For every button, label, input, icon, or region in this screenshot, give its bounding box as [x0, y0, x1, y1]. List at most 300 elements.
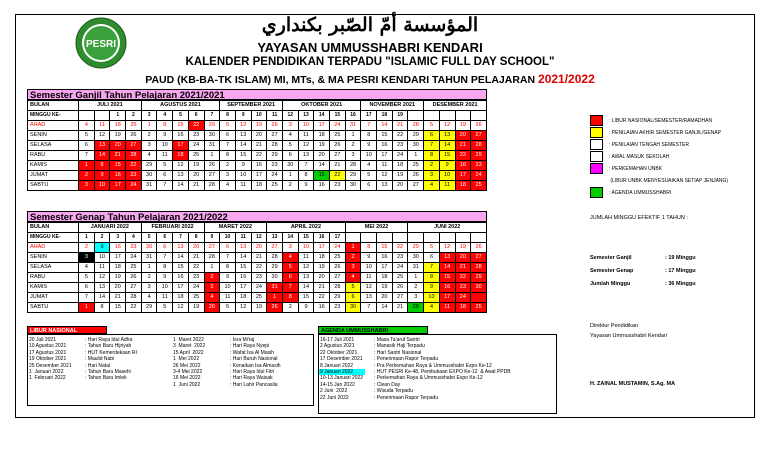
- day-cell: 7: [282, 283, 298, 293]
- day-cell: 20: [455, 253, 471, 263]
- week-number: [455, 233, 471, 243]
- day-cell: 7: [361, 303, 377, 313]
- day-cell: 22: [126, 161, 142, 171]
- day-cell: 15: [173, 263, 189, 273]
- day-cell: 3: [220, 171, 236, 181]
- day-label: AHAD: [28, 243, 79, 253]
- day-cell: 30: [267, 273, 283, 283]
- day-cell: 11: [361, 273, 377, 283]
- month-header: JULI 2021: [79, 101, 142, 111]
- day-cell: 26: [471, 243, 487, 253]
- day-cell: 26: [408, 171, 424, 181]
- day-cell: 30: [282, 161, 298, 171]
- semester1-title: Semester Ganjil Tahun Pelajaran 2021/2021: [27, 89, 487, 100]
- day-cell: 19: [251, 303, 267, 313]
- day-cell: 11: [298, 131, 314, 141]
- day-cell: 7: [79, 151, 95, 161]
- day-cell: 25: [188, 293, 204, 303]
- day-cell: 22: [126, 303, 142, 313]
- day-cell: 3: [79, 253, 95, 263]
- week-number: [471, 111, 487, 121]
- summary-title: JUMLAH MINGGU EFEKTIF 1 TAHUN :: [590, 215, 688, 221]
- day-cell: 7: [298, 161, 314, 171]
- day-cell: 25: [471, 181, 487, 191]
- day-cell: 11: [94, 263, 110, 273]
- day-cell: 7: [157, 253, 173, 263]
- day-cell: 23: [251, 273, 267, 283]
- week-number: 15: [330, 111, 346, 121]
- day-cell: 17: [377, 151, 393, 161]
- day-label: JUMAT: [28, 293, 79, 303]
- school-line: [90, 72, 650, 86]
- week-number: 1: [79, 233, 95, 243]
- day-cell: 9: [424, 283, 440, 293]
- day-cell: 11: [235, 181, 251, 191]
- day-cell: 29: [345, 171, 361, 181]
- day-cell: 4: [204, 293, 220, 303]
- day-cell: 8: [361, 243, 377, 253]
- day-cell: 1: [79, 303, 95, 313]
- day-cell: 13: [235, 131, 251, 141]
- day-label: RABU: [28, 151, 79, 161]
- day-cell: 15: [110, 303, 126, 313]
- week-number: 4: [157, 111, 173, 121]
- day-cell: 3: [141, 141, 157, 151]
- day-cell: 30: [471, 283, 487, 293]
- day-cell: 23: [267, 161, 283, 171]
- day-cell: 30: [141, 243, 157, 253]
- day-cell: 13: [361, 293, 377, 303]
- legend-item: [590, 151, 730, 162]
- week-number: [79, 111, 95, 121]
- day-cell: 10: [361, 151, 377, 161]
- day-cell: 26: [330, 263, 346, 273]
- legend-label: : LIBUR NASIONAL/SEMESTER/RAMADHAN: [609, 117, 713, 124]
- day-cell: 4: [141, 293, 157, 303]
- day-cell: 7: [220, 253, 236, 263]
- day-cell: 14: [235, 141, 251, 151]
- day-cell: 16: [377, 141, 393, 151]
- libur-dates-1: 20 Juli 2021 10 Agustus 2021 17 Agustus 2021 19 Oktober 2021 25 Desember 2021 1 Januari 2022 1 Februari 2022: [29, 337, 72, 382]
- day-cell: 24: [251, 283, 267, 293]
- day-cell: 2: [424, 161, 440, 171]
- day-label: JUMAT: [28, 171, 79, 181]
- week-label: MINGGU KE-: [28, 233, 79, 243]
- day-cell: 24: [126, 181, 142, 191]
- day-cell: 18: [377, 273, 393, 283]
- day-cell: 16: [110, 243, 126, 253]
- day-cell: 28: [408, 121, 424, 131]
- day-cell: 28: [126, 293, 142, 303]
- day-cell: 8: [220, 151, 236, 161]
- day-cell: 24: [471, 171, 487, 181]
- day-cell: 15: [235, 263, 251, 273]
- day-cell: 4: [79, 263, 95, 273]
- month-header: JANUARI 2022: [79, 223, 142, 233]
- week-number: 11: [267, 111, 283, 121]
- day-cell: 6: [157, 243, 173, 253]
- day-cell: 11: [157, 151, 173, 161]
- week-number: 2: [94, 233, 110, 243]
- day-cell: 17: [110, 253, 126, 263]
- day-cell: 25: [392, 273, 408, 283]
- day-cell: 13: [173, 171, 189, 181]
- day-cell: 3: [204, 283, 220, 293]
- day-cell: 29: [267, 151, 283, 161]
- day-cell: 10: [361, 263, 377, 273]
- day-cell: 14: [377, 121, 393, 131]
- day-cell: 27: [126, 283, 142, 293]
- day-cell: 1: [267, 293, 283, 303]
- day-cell: 3: [282, 243, 298, 253]
- day-cell: 31: [345, 121, 361, 131]
- day-cell: 29: [330, 293, 346, 303]
- day-cell: 6: [79, 283, 95, 293]
- swatch-white-icon: [590, 139, 603, 150]
- day-cell: 21: [251, 141, 267, 151]
- day-cell: 4: [361, 161, 377, 171]
- week-number: 10: [251, 111, 267, 121]
- logo-text: PESRI: [85, 39, 117, 50]
- libur-dates-2: 1 Maret 2022 3 Maret 2022 15 April 2022 1 Mei 2022 26 Mei 2022 3-4 Mei 2022 16 Mei 2022 1 Juni 2022: [173, 337, 206, 388]
- day-cell: 23: [455, 283, 471, 293]
- agenda-dates: 16-17 Juli 2021 2 Agustus 2021 22 Oktober 2021 17 Desember 2021 8 Januari 2022 9 Januari 2022 10-13 Januari 2022 14-15 Jan 2022 2 Juni 2022 22 Juni 2022: [320, 337, 364, 401]
- legend-item: [590, 187, 730, 198]
- day-cell: 1: [345, 131, 361, 141]
- week-number: 17: [361, 111, 377, 121]
- legend-label: : PERKEMAHAN UNBK: [609, 165, 663, 172]
- day-cell: 25: [126, 263, 142, 273]
- week-number: [94, 111, 110, 121]
- swatch-white-icon: [590, 151, 603, 162]
- day-cell: 21: [455, 263, 471, 273]
- day-cell: 3: [282, 121, 298, 131]
- day-cell: 8: [298, 171, 314, 181]
- libur-names-2: : Isra Mi'raj : Hari Raya Nyepi : Wafat Isa Al Masih : Hari Buruh Nasional : Kenaikan Isa Almasih : Hari Raya Idul Fitri : Hari Raya Waisak : Hari Lahir Pancasila: [230, 337, 281, 388]
- school-text: PAUD (KB-BA-TK ISLAM) MI, MTs, & MA PESRI KENDARI TAHUN PELAJARAN: [145, 74, 536, 86]
- day-cell: 16: [173, 131, 189, 141]
- day-cell: 3: [345, 263, 361, 273]
- week-number: 7: [173, 233, 189, 243]
- day-cell: 17: [455, 171, 471, 181]
- day-cell: 8: [424, 151, 440, 161]
- day-cell: 8: [94, 303, 110, 313]
- day-cell: 27: [330, 151, 346, 161]
- day-cell: 4: [345, 273, 361, 283]
- day-cell: 13: [439, 253, 455, 263]
- day-cell: 30: [408, 141, 424, 151]
- day-cell: 3: [79, 181, 95, 191]
- day-cell: 10: [298, 243, 314, 253]
- week-number: 5: [141, 233, 157, 243]
- day-cell: 18: [110, 263, 126, 273]
- day-cell: 17: [110, 181, 126, 191]
- day-cell: 21: [392, 303, 408, 313]
- week-number: [361, 233, 377, 243]
- day-cell: 8: [94, 161, 110, 171]
- day-cell: 19: [110, 131, 126, 141]
- day-cell: 4: [220, 181, 236, 191]
- day-cell: 13: [235, 243, 251, 253]
- day-label: SELASA: [28, 263, 79, 273]
- month-header: DESEMBER 2021: [424, 101, 487, 111]
- day-cell: 18: [314, 131, 330, 141]
- day-cell: 11: [298, 253, 314, 263]
- day-cell: 6: [282, 151, 298, 161]
- day-cell: 8: [424, 273, 440, 283]
- day-cell: 29: [204, 121, 220, 131]
- day-cell: 27: [408, 181, 424, 191]
- swatch-red-icon: [590, 115, 603, 126]
- day-cell: 4: [282, 253, 298, 263]
- day-cell: 8: [220, 263, 236, 273]
- day-cell: 16: [173, 273, 189, 283]
- day-cell: 21: [110, 293, 126, 303]
- day-cell: 17: [251, 171, 267, 181]
- day-cell: 7: [361, 121, 377, 131]
- month-header: NOVEMBER 2021: [361, 101, 424, 111]
- day-cell: 17: [314, 121, 330, 131]
- day-cell: 27: [267, 243, 283, 253]
- day-cell: 16: [314, 181, 330, 191]
- day-cell: 22: [330, 171, 346, 181]
- day-cell: 5: [424, 121, 440, 131]
- day-cell: 25: [408, 161, 424, 171]
- day-cell: 13: [298, 151, 314, 161]
- day-cell: 28: [330, 283, 346, 293]
- week-number: 3: [141, 111, 157, 121]
- week-number: 12: [282, 111, 298, 121]
- day-cell: 12: [173, 303, 189, 313]
- day-cell: 25: [330, 131, 346, 141]
- day-label: KAMIS: [28, 283, 79, 293]
- day-cell: 9: [157, 131, 173, 141]
- month-header: AGUSTUS 2021: [141, 101, 219, 111]
- day-cell: 15: [110, 161, 126, 171]
- day-cell: 9: [220, 273, 236, 283]
- day-cell: 19: [377, 283, 393, 293]
- day-cell: 24: [188, 141, 204, 151]
- week-number: [439, 233, 455, 243]
- day-cell: 6: [157, 171, 173, 181]
- day-cell: 4: [424, 303, 440, 313]
- day-cell: 26: [471, 121, 487, 131]
- week-number: 12: [251, 233, 267, 243]
- day-cell: 27: [330, 273, 346, 283]
- day-cell: 24: [330, 243, 346, 253]
- week-number: 9: [204, 233, 220, 243]
- day-cell: 2: [141, 131, 157, 141]
- day-cell: 17: [173, 283, 189, 293]
- month-header: BULAN: [28, 223, 79, 233]
- day-cell: 22: [455, 151, 471, 161]
- day-cell: 25: [471, 303, 487, 313]
- day-cell: 19: [188, 161, 204, 171]
- day-cell: 15: [439, 273, 455, 283]
- day-cell: 28: [126, 151, 142, 161]
- day-cell: 21: [314, 283, 330, 293]
- day-cell: 26: [330, 141, 346, 151]
- day-cell: 14: [94, 151, 110, 161]
- swatch-yellow-icon: [590, 127, 603, 138]
- day-cell: 14: [94, 293, 110, 303]
- week-number: 17: [330, 233, 346, 243]
- day-cell: 14: [173, 253, 189, 263]
- day-cell: 27: [267, 131, 283, 141]
- day-cell: 12: [94, 131, 110, 141]
- month-header: SEPTEMBER 2021: [220, 101, 283, 111]
- day-cell: 30: [141, 171, 157, 181]
- day-cell: 20: [110, 141, 126, 151]
- day-cell: 5: [282, 263, 298, 273]
- day-cell: 12: [377, 171, 393, 181]
- day-cell: 1: [204, 263, 220, 273]
- day-cell: 18: [173, 151, 189, 161]
- day-cell: 22: [392, 243, 408, 253]
- week-label: MINGGU KE-: [28, 111, 79, 121]
- week-number: [408, 233, 424, 243]
- day-cell: 1: [141, 121, 157, 131]
- week-number: 18: [377, 111, 393, 121]
- week-number: 9: [235, 111, 251, 121]
- day-cell: 29: [408, 131, 424, 141]
- legend-item: [590, 115, 730, 126]
- legend-item: [590, 163, 730, 174]
- day-cell: 7: [157, 181, 173, 191]
- day-cell: 27: [471, 253, 487, 263]
- day-cell: 9: [298, 303, 314, 313]
- day-cell: 22: [251, 151, 267, 161]
- day-cell: 28: [267, 141, 283, 151]
- day-cell: 27: [204, 243, 220, 253]
- day-cell: 16: [235, 273, 251, 283]
- legend-item: [590, 127, 730, 138]
- day-cell: 9: [439, 161, 455, 171]
- day-cell: 14: [173, 181, 189, 191]
- day-cell: 28: [204, 253, 220, 263]
- swatch-green-icon: [590, 187, 603, 198]
- day-cell: 5: [220, 121, 236, 131]
- day-cell: 20: [377, 293, 393, 303]
- day-cell: 17: [377, 263, 393, 273]
- week-number: [471, 233, 487, 243]
- day-cell: 25: [126, 121, 142, 131]
- day-cell: 20: [314, 273, 330, 283]
- day-cell: 31: [141, 253, 157, 263]
- day-cell: 25: [251, 293, 267, 303]
- day-cell: 11: [439, 181, 455, 191]
- day-cell: 2: [282, 181, 298, 191]
- day-cell: 16: [314, 303, 330, 313]
- day-cell: 10: [157, 283, 173, 293]
- day-cell: 11: [94, 121, 110, 131]
- week-number: 16: [345, 111, 361, 121]
- week-number: [408, 111, 424, 121]
- day-cell: 3: [141, 283, 157, 293]
- day-cell: 6: [424, 131, 440, 141]
- day-cell: 18: [251, 181, 267, 191]
- day-cell: 28: [471, 263, 487, 273]
- day-cell: 16: [439, 283, 455, 293]
- week-number: 19: [392, 111, 408, 121]
- legend-label: : AGENDA UMMUSSHABRI: [609, 189, 672, 196]
- day-cell: 15: [173, 121, 189, 131]
- day-cell: 17: [314, 243, 330, 253]
- day-cell: 19: [251, 121, 267, 131]
- day-cell: 22: [392, 131, 408, 141]
- day-cell: 10: [94, 253, 110, 263]
- day-cell: 5: [79, 131, 95, 141]
- day-cell: 10: [439, 171, 455, 181]
- day-cell: 19: [188, 303, 204, 313]
- day-cell: 10: [94, 181, 110, 191]
- arabic-title: المؤسسة أمّ الصّبر بكنداري: [261, 14, 479, 36]
- week-number: [377, 233, 393, 243]
- day-cell: 18: [235, 293, 251, 303]
- day-cell: 19: [392, 171, 408, 181]
- day-cell: 27: [471, 131, 487, 141]
- day-cell: 12: [361, 283, 377, 293]
- day-cell: 15: [298, 293, 314, 303]
- ganjil-label: Semester Ganjil: [590, 255, 632, 261]
- day-cell: 2: [220, 161, 236, 171]
- day-cell: 20: [188, 243, 204, 253]
- day-cell: 18: [173, 293, 189, 303]
- day-cell: 31: [408, 263, 424, 273]
- day-cell: 6: [79, 141, 95, 151]
- day-cell: 17: [439, 293, 455, 303]
- day-cell: 13: [377, 181, 393, 191]
- day-cell: 22: [314, 293, 330, 303]
- day-cell: 15: [314, 171, 330, 181]
- day-cell: 24: [330, 121, 346, 131]
- day-cell: 12: [94, 273, 110, 283]
- week-number: [392, 233, 408, 243]
- day-cell: 1: [282, 171, 298, 181]
- day-cell: 22: [455, 273, 471, 283]
- day-cell: 2: [345, 141, 361, 151]
- day-cell: 5: [345, 283, 361, 293]
- day-cell: 20: [455, 131, 471, 141]
- day-cell: 9: [157, 273, 173, 283]
- day-cell: 2: [204, 273, 220, 283]
- day-cell: 4: [424, 181, 440, 191]
- week-number: 5: [173, 111, 189, 121]
- day-cell: 23: [126, 171, 142, 181]
- day-cell: 9: [235, 161, 251, 171]
- day-cell: 28: [471, 141, 487, 151]
- semester2-calendar: [27, 222, 487, 313]
- swatch-magenta-icon: [590, 163, 603, 174]
- day-cell: 19: [455, 243, 471, 253]
- day-cell: 6: [220, 131, 236, 141]
- day-cell: 7: [79, 293, 95, 303]
- week-number: [424, 111, 440, 121]
- day-cell: 24: [188, 283, 204, 293]
- day-cell: 29: [471, 151, 487, 161]
- day-cell: 20: [188, 171, 204, 181]
- day-cell: 13: [94, 283, 110, 293]
- day-cell: 11: [220, 293, 236, 303]
- week-number: [455, 111, 471, 121]
- day-cell: 18: [392, 161, 408, 171]
- day-cell: 14: [298, 283, 314, 293]
- day-cell: [471, 293, 487, 303]
- day-cell: 10: [424, 293, 440, 303]
- day-cell: 23: [188, 273, 204, 283]
- ganjil-value: : 19 Minggu: [665, 255, 696, 261]
- day-cell: 28: [267, 253, 283, 263]
